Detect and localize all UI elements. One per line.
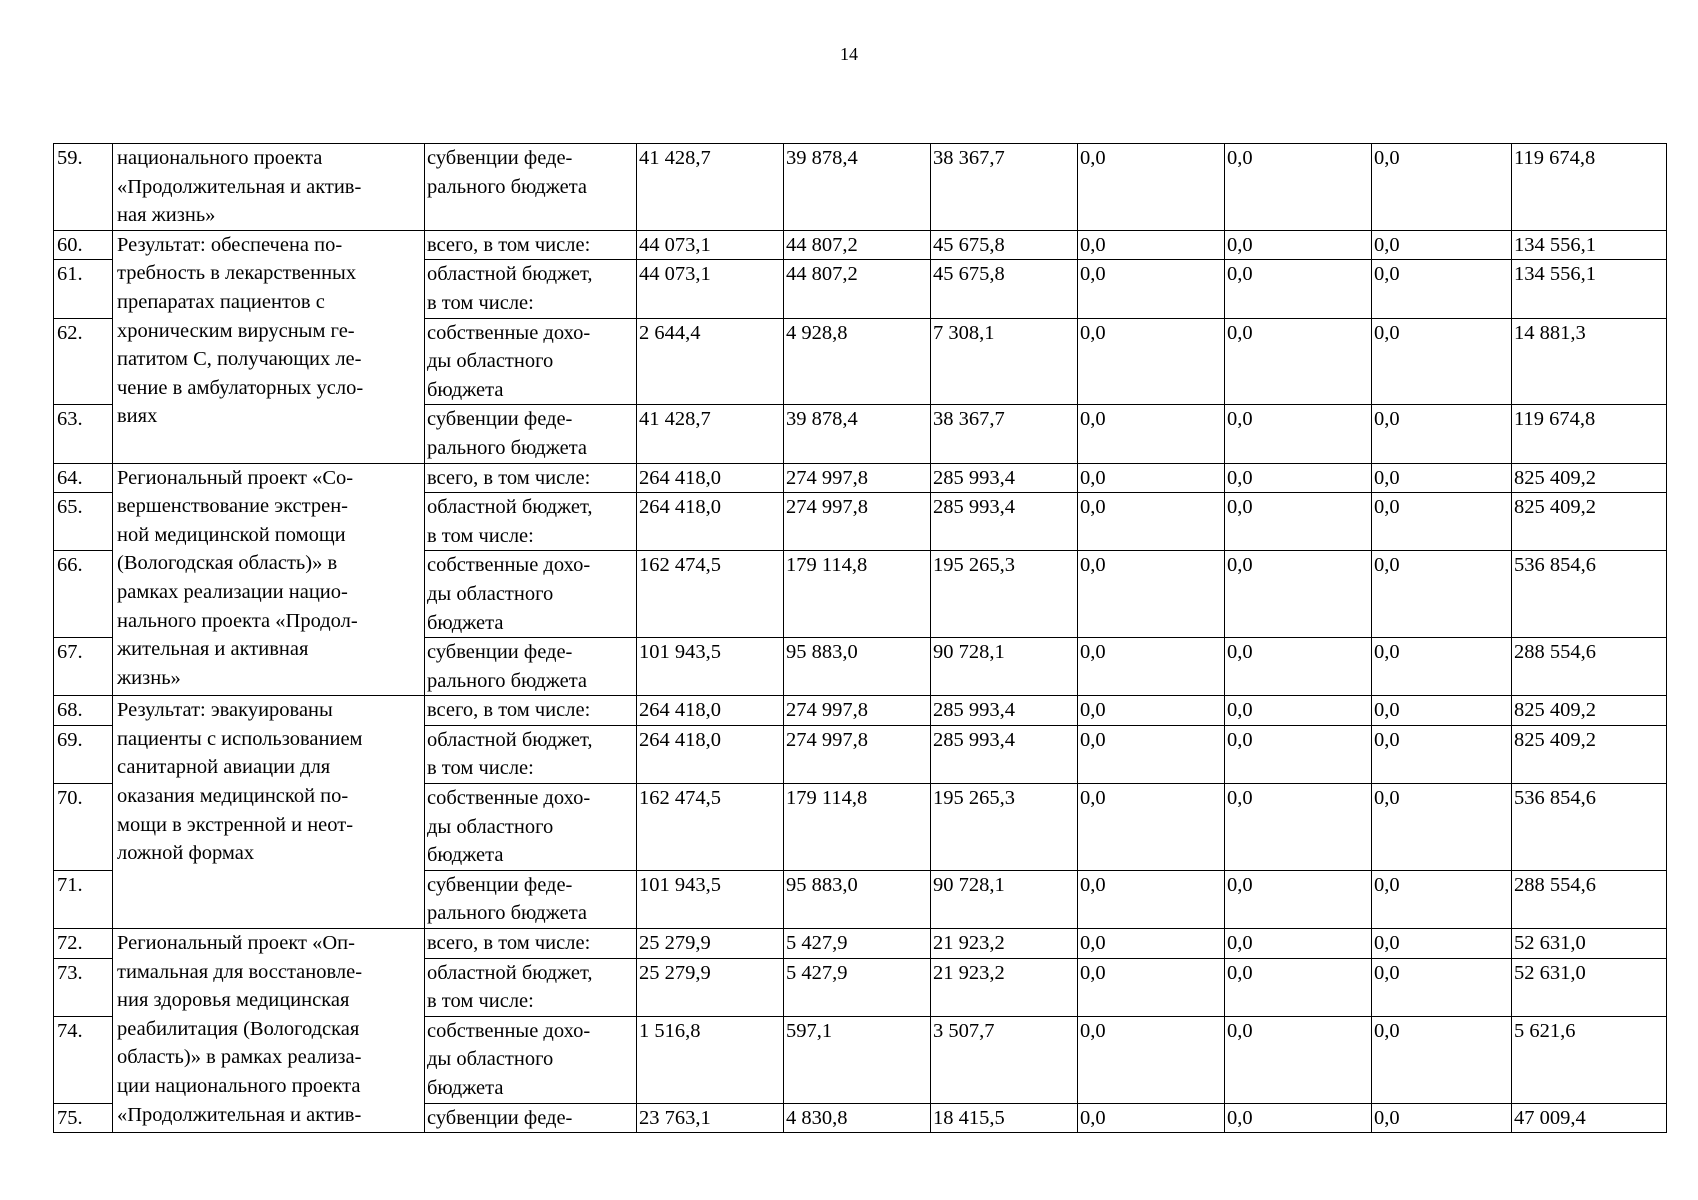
value-cell: 44 073,1 — [637, 230, 784, 260]
value-cell: 0,0 — [1372, 638, 1512, 696]
funding-source-cell: всего, в том числе: — [425, 463, 637, 493]
value-cell: 44 807,2 — [784, 230, 931, 260]
value-cell: 0,0 — [1225, 230, 1372, 260]
value-cell: 285 993,4 — [931, 493, 1078, 551]
funding-source-cell: всего, в том числе: — [425, 230, 637, 260]
value-cell: 0,0 — [1225, 1016, 1372, 1103]
funding-source-cell: областной бюджет, в том числе: — [425, 260, 637, 318]
value-cell: 0,0 — [1078, 551, 1225, 638]
row-number-cell: 62. — [54, 318, 113, 405]
value-cell: 274 997,8 — [784, 696, 931, 726]
value-cell: 0,0 — [1225, 260, 1372, 318]
row-number-cell: 68. — [54, 696, 113, 726]
total-value-cell: 47 009,4 — [1512, 1103, 1667, 1133]
total-value-cell: 536 854,6 — [1512, 551, 1667, 638]
funding-source-cell: собственные дохо- ды областного бюджета — [425, 784, 637, 871]
value-cell: 0,0 — [1225, 696, 1372, 726]
value-cell: 44 073,1 — [637, 260, 784, 318]
value-cell: 101 943,5 — [637, 870, 784, 928]
value-cell: 0,0 — [1372, 725, 1512, 783]
row-number-cell: 70. — [54, 784, 113, 871]
value-cell: 0,0 — [1078, 725, 1225, 783]
value-cell: 0,0 — [1372, 784, 1512, 871]
value-cell: 0,0 — [1372, 958, 1512, 1016]
row-number-cell: 61. — [54, 260, 113, 318]
total-value-cell: 14 881,3 — [1512, 318, 1667, 405]
funding-source-cell: субвенции феде- рального бюджета — [425, 870, 637, 928]
value-cell: 38 367,7 — [931, 405, 1078, 463]
value-cell: 21 923,2 — [931, 929, 1078, 959]
row-number-cell: 74. — [54, 1016, 113, 1103]
value-cell: 25 279,9 — [637, 929, 784, 959]
value-cell: 5 427,9 — [784, 958, 931, 1016]
value-cell: 3 507,7 — [931, 1016, 1078, 1103]
value-cell: 0,0 — [1078, 318, 1225, 405]
value-cell: 0,0 — [1225, 144, 1372, 231]
row-number-cell: 71. — [54, 870, 113, 928]
value-cell: 0,0 — [1078, 870, 1225, 928]
value-cell: 0,0 — [1078, 1016, 1225, 1103]
value-cell: 162 474,5 — [637, 551, 784, 638]
description-cell: Результат: эвакуированы пациенты с использованием санитарной авиации для оказания медицинской по- мощи в экстренной и неот- ложной формах — [113, 696, 425, 929]
row-number-cell: 75. — [54, 1103, 113, 1133]
value-cell: 45 675,8 — [931, 230, 1078, 260]
value-cell: 0,0 — [1372, 405, 1512, 463]
total-value-cell: 288 554,6 — [1512, 638, 1667, 696]
value-cell: 0,0 — [1372, 551, 1512, 638]
funding-source-cell: областной бюджет, в том числе: — [425, 958, 637, 1016]
value-cell: 0,0 — [1078, 696, 1225, 726]
value-cell: 285 993,4 — [931, 725, 1078, 783]
page-number: 14 — [840, 44, 858, 64]
value-cell: 274 997,8 — [784, 493, 931, 551]
value-cell: 0,0 — [1225, 1103, 1372, 1133]
row-number-cell: 69. — [54, 725, 113, 783]
value-cell: 0,0 — [1225, 463, 1372, 493]
value-cell: 95 883,0 — [784, 638, 931, 696]
value-cell: 41 428,7 — [637, 144, 784, 231]
value-cell: 0,0 — [1372, 260, 1512, 318]
value-cell: 274 997,8 — [784, 463, 931, 493]
value-cell: 5 427,9 — [784, 929, 931, 959]
value-cell: 0,0 — [1078, 463, 1225, 493]
value-cell: 101 943,5 — [637, 638, 784, 696]
value-cell: 0,0 — [1372, 696, 1512, 726]
total-value-cell: 5 621,6 — [1512, 1016, 1667, 1103]
value-cell: 23 763,1 — [637, 1103, 784, 1133]
value-cell: 0,0 — [1078, 144, 1225, 231]
total-value-cell: 119 674,8 — [1512, 144, 1667, 231]
value-cell: 4 928,8 — [784, 318, 931, 405]
value-cell: 90 728,1 — [931, 638, 1078, 696]
total-value-cell: 52 631,0 — [1512, 958, 1667, 1016]
value-cell: 38 367,7 — [931, 144, 1078, 231]
value-cell: 0,0 — [1372, 1103, 1512, 1133]
value-cell: 45 675,8 — [931, 260, 1078, 318]
funding-source-cell: собственные дохо- ды областного бюджета — [425, 551, 637, 638]
value-cell: 179 114,8 — [784, 551, 931, 638]
value-cell: 0,0 — [1372, 463, 1512, 493]
value-cell: 0,0 — [1225, 318, 1372, 405]
value-cell: 162 474,5 — [637, 784, 784, 871]
value-cell: 0,0 — [1078, 929, 1225, 959]
value-cell: 264 418,0 — [637, 696, 784, 726]
funding-source-cell: субвенции феде- рального бюджета — [425, 405, 637, 463]
description-cell: Региональный проект «Со- вершенствование экстрен- ной медицинской помощи (Вологодская область)» в рамках реализации нацио- нального проекта «Продол- жительная и активная жизнь» — [113, 463, 425, 696]
value-cell: 0,0 — [1078, 230, 1225, 260]
description-cell: национального проекта «Продолжительная и актив- ная жизнь» — [113, 144, 425, 231]
value-cell: 0,0 — [1225, 551, 1372, 638]
value-cell: 0,0 — [1225, 929, 1372, 959]
value-cell: 0,0 — [1078, 784, 1225, 871]
budget-table — [53, 143, 1667, 1133]
value-cell: 0,0 — [1225, 493, 1372, 551]
total-value-cell: 825 409,2 — [1512, 493, 1667, 551]
value-cell: 0,0 — [1078, 958, 1225, 1016]
table-row — [54, 463, 1667, 493]
value-cell: 21 923,2 — [931, 958, 1078, 1016]
value-cell: 195 265,3 — [931, 784, 1078, 871]
funding-source-cell: областной бюджет, в том числе: — [425, 493, 637, 551]
value-cell: 90 728,1 — [931, 870, 1078, 928]
row-number-cell: 59. — [54, 144, 113, 231]
value-cell: 0,0 — [1078, 1103, 1225, 1133]
value-cell: 0,0 — [1225, 784, 1372, 871]
total-value-cell: 134 556,1 — [1512, 260, 1667, 318]
total-value-cell: 52 631,0 — [1512, 929, 1667, 959]
table-row — [54, 230, 1667, 260]
value-cell: 264 418,0 — [637, 493, 784, 551]
value-cell: 0,0 — [1372, 230, 1512, 260]
value-cell: 1 516,8 — [637, 1016, 784, 1103]
funding-source-cell: всего, в том числе: — [425, 929, 637, 959]
description-cell: Результат: обеспечена по- требность в лекарственных препаратах пациентов с хроническим вирусным ге- патитом С, получающих ле- чение в амбулаторных усло- виях — [113, 230, 425, 463]
total-value-cell: 536 854,6 — [1512, 784, 1667, 871]
total-value-cell: 119 674,8 — [1512, 405, 1667, 463]
value-cell: 0,0 — [1225, 405, 1372, 463]
value-cell: 597,1 — [784, 1016, 931, 1103]
value-cell: 4 830,8 — [784, 1103, 931, 1133]
description-cell: Региональный проект «Оп- тимальная для восстановле- ния здоровья медицинская реабилитация (Вологодская область)» в рамках реализа- ции национального проекта «Продолжительная и актив- — [113, 929, 425, 1133]
value-cell: 285 993,4 — [931, 463, 1078, 493]
row-number-cell: 67. — [54, 638, 113, 696]
value-cell: 0,0 — [1372, 870, 1512, 928]
value-cell: 0,0 — [1372, 929, 1512, 959]
value-cell: 0,0 — [1225, 638, 1372, 696]
row-number-cell: 64. — [54, 463, 113, 493]
value-cell: 0,0 — [1078, 405, 1225, 463]
total-value-cell: 134 556,1 — [1512, 230, 1667, 260]
value-cell: 39 878,4 — [784, 144, 931, 231]
table-row — [54, 929, 1667, 959]
value-cell: 0,0 — [1225, 725, 1372, 783]
value-cell: 0,0 — [1372, 318, 1512, 405]
value-cell: 44 807,2 — [784, 260, 931, 318]
value-cell: 7 308,1 — [931, 318, 1078, 405]
funding-source-cell: субвенции феде- рального бюджета — [425, 638, 637, 696]
row-number-cell: 66. — [54, 551, 113, 638]
value-cell: 195 265,3 — [931, 551, 1078, 638]
value-cell: 179 114,8 — [784, 784, 931, 871]
row-number-cell: 72. — [54, 929, 113, 959]
funding-source-cell: собственные дохо- ды областного бюджета — [425, 1016, 637, 1103]
row-number-cell: 65. — [54, 493, 113, 551]
value-cell: 41 428,7 — [637, 405, 784, 463]
total-value-cell: 825 409,2 — [1512, 725, 1667, 783]
table-row — [54, 696, 1667, 726]
value-cell: 0,0 — [1225, 958, 1372, 1016]
funding-source-cell: областной бюджет, в том числе: — [425, 725, 637, 783]
value-cell: 0,0 — [1078, 260, 1225, 318]
row-number-cell: 73. — [54, 958, 113, 1016]
value-cell: 25 279,9 — [637, 958, 784, 1016]
value-cell: 0,0 — [1372, 493, 1512, 551]
value-cell: 274 997,8 — [784, 725, 931, 783]
total-value-cell: 288 554,6 — [1512, 870, 1667, 928]
value-cell: 264 418,0 — [637, 463, 784, 493]
value-cell: 0,0 — [1372, 144, 1512, 231]
row-number-cell: 63. — [54, 405, 113, 463]
value-cell: 0,0 — [1078, 638, 1225, 696]
total-value-cell: 825 409,2 — [1512, 463, 1667, 493]
value-cell: 285 993,4 — [931, 696, 1078, 726]
value-cell: 0,0 — [1225, 870, 1372, 928]
funding-source-cell: субвенции феде- рального бюджета — [425, 144, 637, 231]
value-cell: 264 418,0 — [637, 725, 784, 783]
value-cell: 18 415,5 — [931, 1103, 1078, 1133]
value-cell: 2 644,4 — [637, 318, 784, 405]
funding-source-cell: всего, в том числе: — [425, 696, 637, 726]
value-cell: 95 883,0 — [784, 870, 931, 928]
table-row — [54, 144, 1667, 231]
funding-source-cell: субвенции феде- — [425, 1103, 637, 1133]
value-cell: 0,0 — [1078, 493, 1225, 551]
funding-source-cell: собственные дохо- ды областного бюджета — [425, 318, 637, 405]
total-value-cell: 825 409,2 — [1512, 696, 1667, 726]
row-number-cell: 60. — [54, 230, 113, 260]
value-cell: 39 878,4 — [784, 405, 931, 463]
value-cell: 0,0 — [1372, 1016, 1512, 1103]
